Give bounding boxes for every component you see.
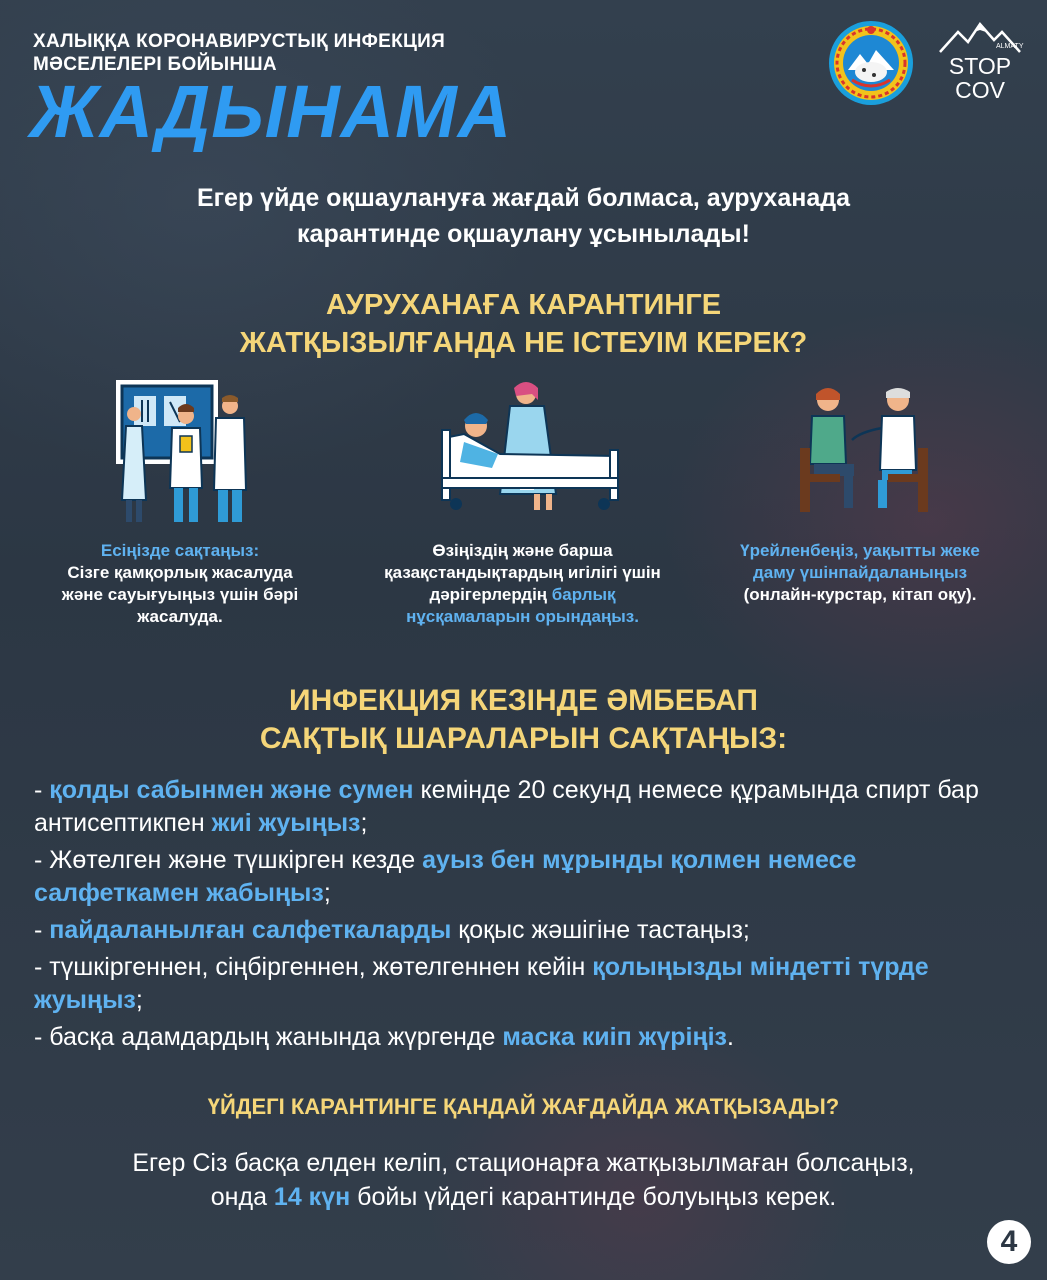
intro-line-1: Егер үйде оқшаулануға жағдай болмаса, ауруханада	[196, 184, 851, 212]
kicker-line-1: ХАЛЫҚҚА КОРОНАВИРУСТЫҚ ИНФЕКЦИЯ	[33, 31, 446, 52]
list-item: - Жөтелген және түшкірген кезде ауыз бен мұрынды қолмен немесе салфеткамен жабыңыз;	[34, 846, 857, 907]
card-3-blue-line-2: даму үшінпайдаланыңыз	[752, 563, 968, 582]
page-number-badge: 4	[987, 1220, 1031, 1264]
card-1-text	[20, 540, 340, 628]
measures-heading	[0, 682, 1047, 758]
card-2-text	[345, 540, 700, 628]
patient-bed-icon	[440, 376, 620, 516]
list-item: - пайдаланылған салфеткаларды қоқыс жәшігіне тастаңыз;	[34, 916, 750, 944]
measures-heading-line-2: САҚТЫҚ ШАРАЛАРЫН САҚТАҢЫЗ:	[259, 722, 788, 755]
measures-list	[34, 774, 994, 1058]
hospital-heading-line-2: ЖАТҚЫЗЫЛҒАНДА НЕ ІСТЕУІМ КЕРЕК?	[239, 327, 808, 359]
stop-logo-top-text: ALMATY	[996, 43, 1024, 50]
list-item: - түшкіргеннен, сіңбіргеннен, жөтелгеннен кейін қолыңызды міндетті түрде жуыңыз;	[34, 953, 929, 1014]
card-2-line-3: дәрігерлердің барлық	[429, 585, 616, 604]
measures-heading-line-1: ИНФЕКЦИЯ КЕЗІНДЕ ӘМБЕБАП	[289, 684, 758, 717]
hospital-heading	[0, 286, 1047, 362]
list-item: - қолды сабынмен және сумен кемінде 20 секунд немесе құрамында спирт бар антисептикпен жиі жуыңыз;	[34, 776, 979, 837]
card-3-blue-line-1: Үрейленбеңіз, уақытты жеке	[740, 541, 980, 560]
doctors-team-icon	[112, 378, 248, 528]
card-3-line-1: (онлайн-курстар, кітап оқу).	[743, 585, 977, 604]
page-title: ЖАДЫНАМА	[30, 70, 513, 153]
home-quarantine-question: ҮЙДЕГІ КАРАНТИНГЕ ҚАНДАЙ ЖАҒДАЙДА ЖАТҚЫЗАДЫ?	[207, 1094, 840, 1119]
doctor-consultation-icon	[794, 378, 934, 518]
card-1-blue-line-1: Есіңізде сақтаңыз:	[100, 541, 260, 560]
kicker-line-2: МӘСЕЛЕЛЕРІ БОЙЫНША	[33, 54, 277, 75]
hospital-heading-line-1: АУРУХАНАҒА КАРАНТИНГЕ	[325, 289, 722, 321]
stop-logo-line-1: STOP	[948, 53, 1012, 79]
home-answer-line-1: Егер Сіз басқа елден келіп, стационарға жатқызылмаған болсаңыз,	[132, 1149, 915, 1177]
stop-cov-logo-icon	[936, 18, 1024, 102]
home-quarantine-answer	[20, 1146, 1027, 1214]
card-1-line-2: және сауығуыңыз үшін бәрі	[61, 585, 299, 604]
card-2-blue-2: нұсқамаларын орындаңыз.	[406, 607, 639, 626]
card-3-text	[700, 540, 1020, 606]
list-item: - басқа адамдардың жанында жүргенде маска киіп жүріңіз.	[34, 1023, 734, 1051]
card-1-line-3: жасалуда.	[137, 607, 223, 626]
intro-text	[60, 180, 987, 252]
intro-line-2: карантинде оқшаулану ұсынылады!	[297, 220, 750, 248]
card-2-blue-1: барлық	[551, 585, 616, 604]
almaty-emblem-icon	[828, 20, 914, 106]
card-1-line-1: Сізге қамқорлық жасалуда	[67, 563, 293, 582]
stop-logo-line-2: COV	[955, 77, 1005, 102]
card-2-line-2: қазақстандықтардың игілігі үшін	[384, 563, 661, 582]
days-highlight: 14 күн	[273, 1183, 351, 1211]
card-2-line-1: Өзіңіздің және барша	[432, 541, 613, 560]
home-answer-line-2: онда 14 күн бойы үйдегі карантинде болуыңыз керек.	[210, 1183, 837, 1211]
